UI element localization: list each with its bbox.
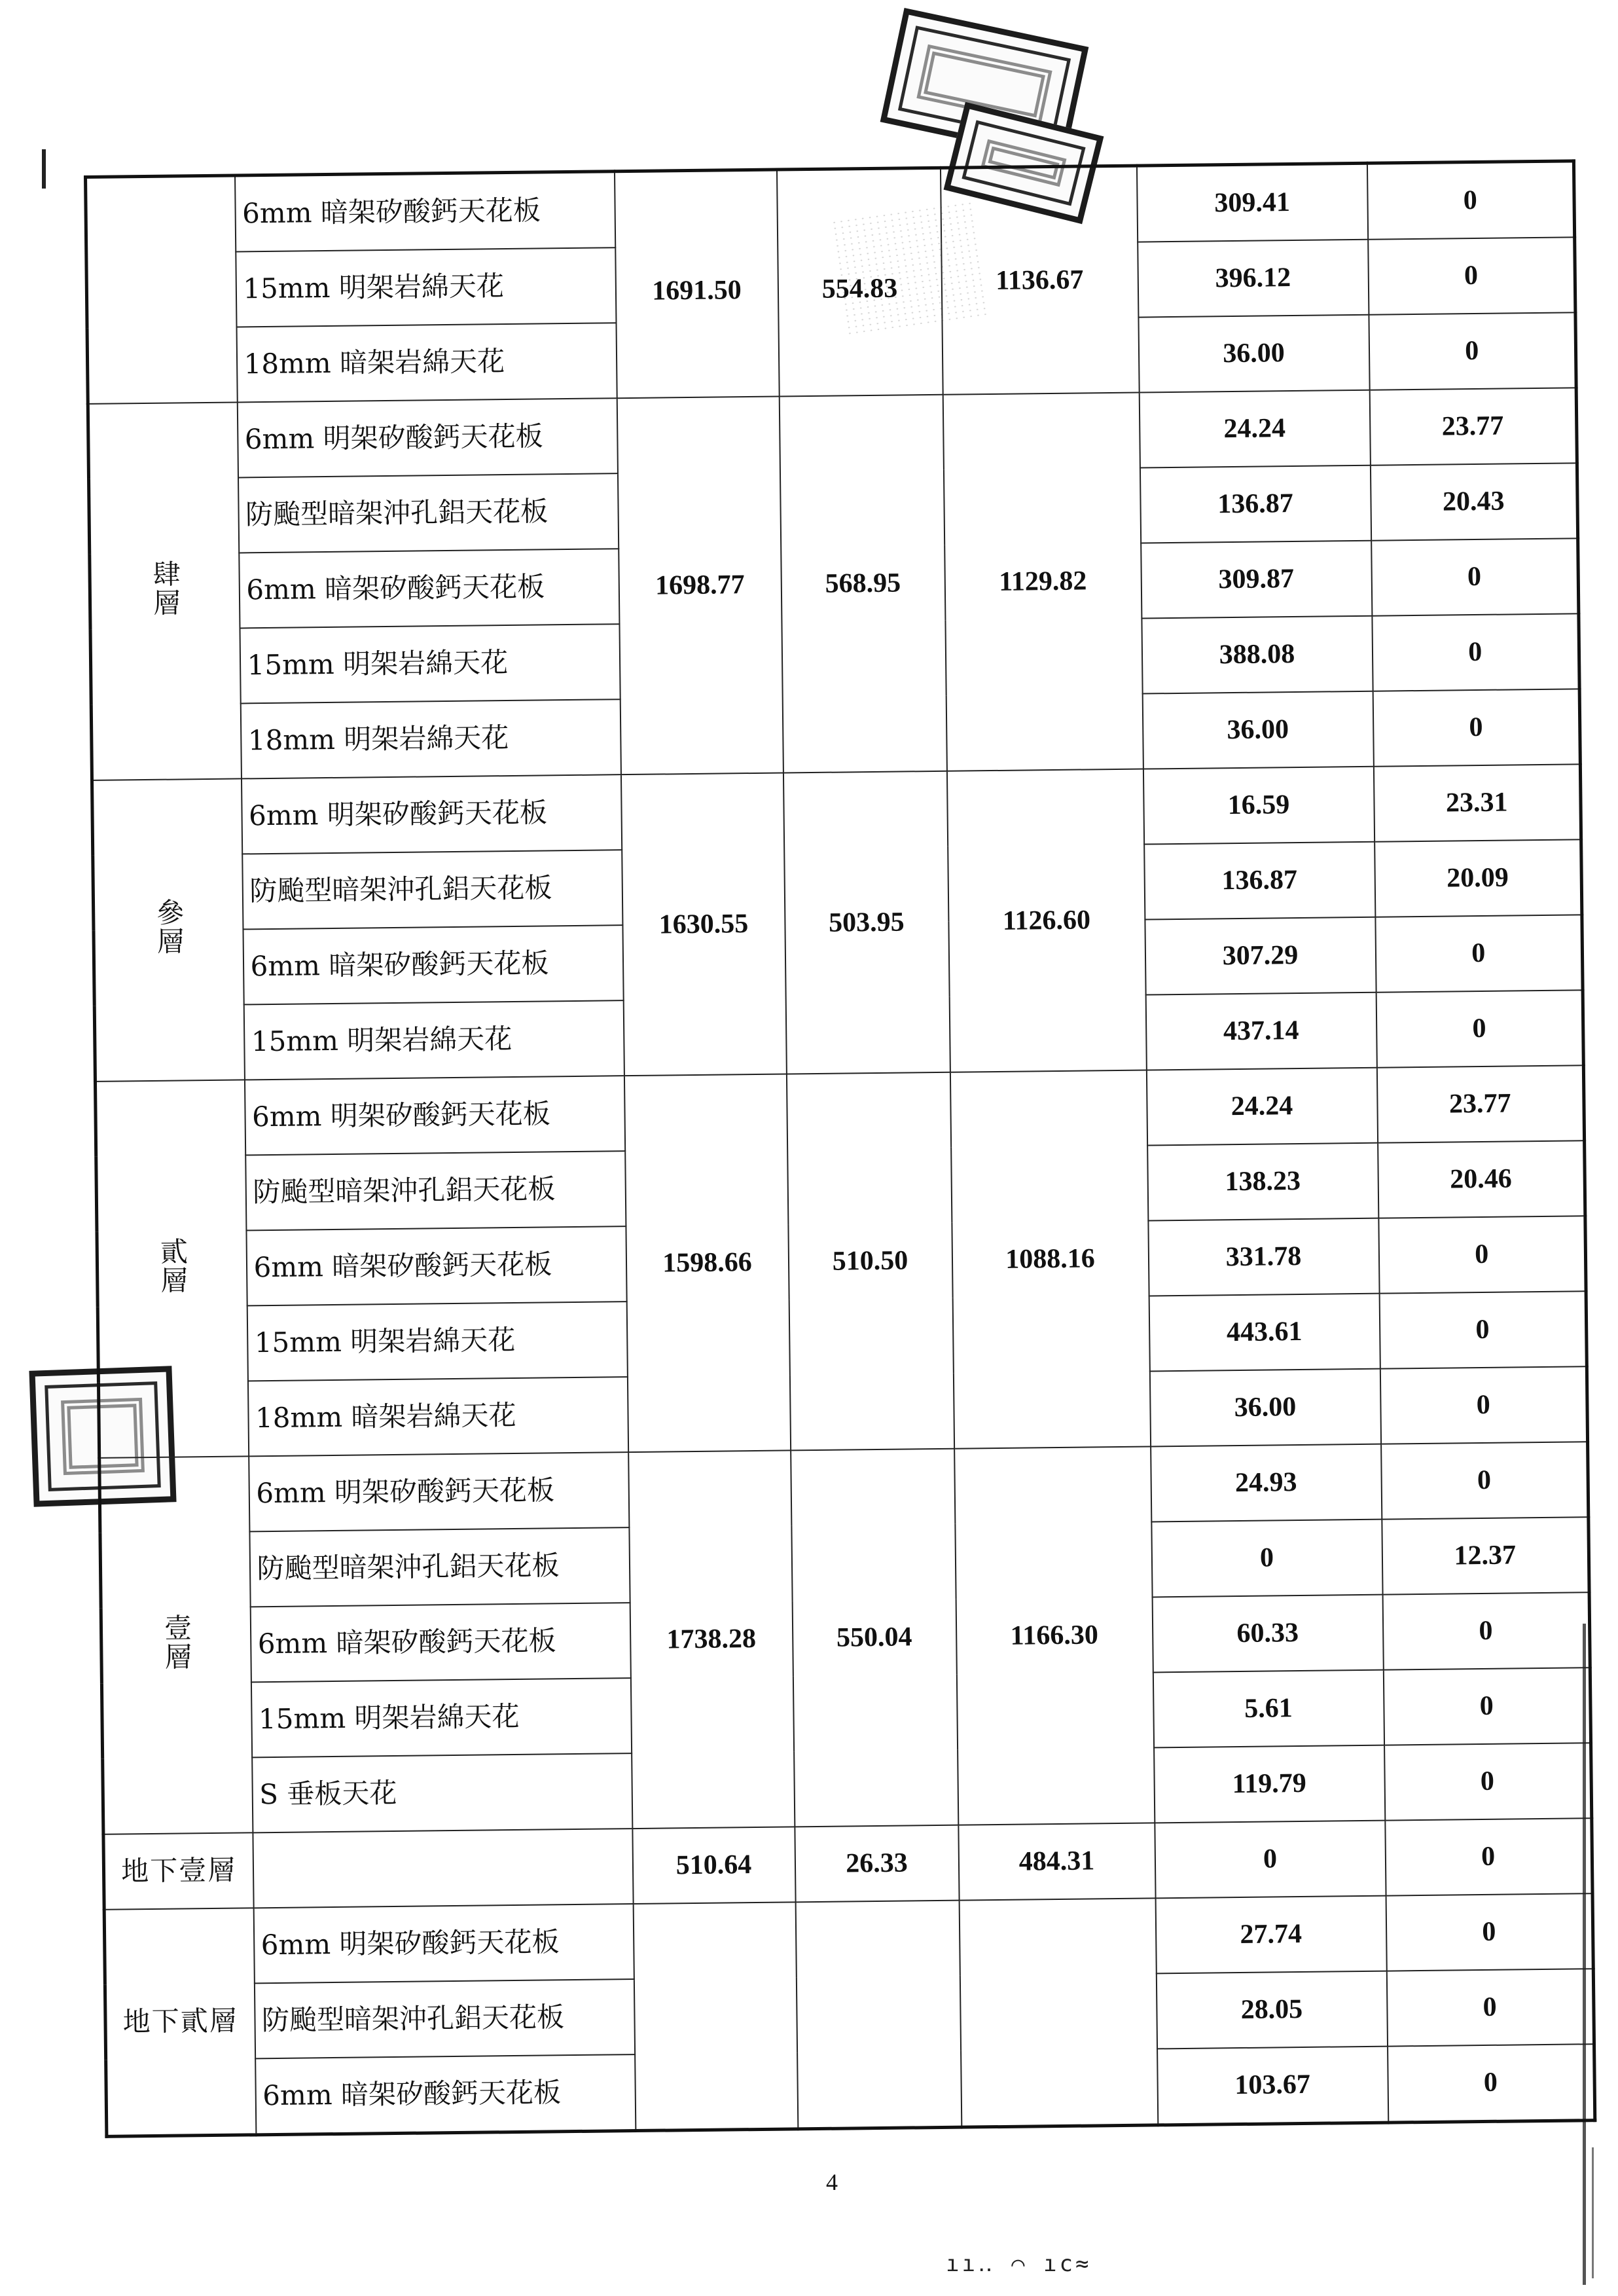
floor-cell: 壹層	[99, 1456, 253, 1834]
item-name: S 垂板天花	[252, 1753, 632, 1832]
item-name: 6mm 暗架矽酸鈣天花板	[255, 2054, 636, 2135]
extra-value: 0	[1384, 1743, 1592, 1820]
group-value-b: 550.04	[791, 1449, 958, 1827]
extra-value: 0	[1382, 1592, 1590, 1669]
extra-value: 23.77	[1369, 388, 1577, 465]
extra-value: 20.09	[1375, 839, 1582, 917]
extra-value: 20.46	[1378, 1140, 1585, 1218]
extra-value: 12.37	[1382, 1517, 1589, 1594]
item-name: 6mm 明架矽酸鈣天花板	[249, 1452, 629, 1531]
extra-value: 0	[1371, 538, 1579, 615]
item-name: 6mm 暗架矽酸鈣天花板	[246, 1226, 626, 1305]
extra-value: 0	[1388, 2044, 1595, 2123]
group-value-c: 484.31	[958, 1823, 1155, 1900]
extra-value: 0	[1367, 161, 1574, 240]
area-value: 388.08	[1142, 616, 1373, 694]
item-name: 6mm 明架矽酸鈣天花板	[237, 398, 617, 477]
group-value-c: 1126.60	[946, 769, 1146, 1072]
item-name: 18mm 明架岩綿天花	[240, 699, 620, 778]
item-name: 防颱型暗架沖孔鋁天花板	[249, 1527, 630, 1607]
item-name: 6mm 明架矽酸鈣天花板	[253, 1904, 634, 1983]
floor-cell: 貳層	[95, 1080, 248, 1457]
group-value-a: 1691.50	[614, 170, 779, 398]
group-value-a: 510.64	[632, 1827, 795, 1904]
area-value: 24.93	[1151, 1444, 1382, 1522]
area-value: 396.12	[1138, 240, 1369, 318]
item-name: 6mm 暗架矽酸鈣天花板	[250, 1603, 630, 1682]
floor-cell	[86, 175, 238, 404]
area-value: 309.87	[1141, 541, 1372, 619]
extra-value: 0	[1373, 689, 1580, 766]
group-value-c	[959, 1898, 1158, 2127]
floor-cell: 地下壹層	[103, 1832, 253, 1909]
item-name: 防颱型暗架沖孔鋁天花板	[245, 1151, 626, 1230]
area-value: 28.05	[1156, 1971, 1387, 2049]
area-value: 0	[1151, 1520, 1382, 1597]
area-value: 36.00	[1149, 1369, 1380, 1447]
group-value-a: 1630.55	[620, 773, 786, 1076]
footer-scan-code: ıı‥ ⌒ ıc≈	[946, 2251, 1092, 2277]
area-value: 24.24	[1139, 390, 1370, 468]
group-value-b: 554.83	[776, 168, 943, 396]
item-name: 6mm 明架矽酸鈣天花板	[241, 774, 621, 854]
page-number: 4	[826, 2169, 838, 2195]
extra-value: 0	[1369, 312, 1576, 390]
area-value: 36.00	[1138, 315, 1369, 393]
area-value: 5.61	[1153, 1670, 1384, 1748]
area-value: 24.24	[1146, 1068, 1377, 1146]
extra-value: 0	[1375, 915, 1583, 992]
item-name: 15mm 明架岩綿天花	[240, 624, 620, 703]
ceiling-area-table	[84, 159, 1596, 2138]
group-value-c: 1088.16	[950, 1070, 1150, 1449]
item-name	[253, 1829, 633, 1908]
group-value-a: 1698.77	[617, 397, 783, 775]
area-value: 138.23	[1147, 1143, 1378, 1221]
item-name: 防颱型暗架沖孔鋁天花板	[254, 1979, 634, 2058]
extra-value: 23.31	[1373, 764, 1581, 841]
group-value-a: 1738.28	[628, 1450, 795, 1829]
extra-value: 20.43	[1370, 463, 1577, 540]
item-name: 18mm 暗架岩綿天花	[236, 323, 617, 402]
extra-value: 0	[1372, 613, 1579, 691]
area-value: 16.59	[1143, 767, 1374, 845]
extra-value: 0	[1376, 990, 1583, 1067]
item-name: 15mm 明架岩綿天花	[251, 1678, 631, 1757]
group-value-c: 1136.67	[940, 166, 1139, 395]
area-value: 136.87	[1144, 842, 1375, 920]
group-value-b: 26.33	[795, 1825, 959, 1903]
extra-value: 0	[1383, 1667, 1591, 1745]
group-value-c: 1166.30	[954, 1446, 1155, 1825]
group-value-b: 503.95	[783, 771, 950, 1074]
group-value-b	[795, 1901, 962, 2129]
item-name: 6mm 暗架矽酸鈣天花板	[235, 172, 615, 252]
extra-value: 0	[1386, 1969, 1594, 2046]
group-value-a	[633, 1902, 798, 2130]
area-value: 36.00	[1142, 691, 1373, 769]
item-name: 15mm 明架岩綿天花	[247, 1302, 627, 1381]
group-value-a: 1598.66	[624, 1074, 790, 1452]
extra-value: 0	[1368, 237, 1575, 314]
item-name: 6mm 明架矽酸鈣天花板	[244, 1076, 624, 1155]
area-value: 331.78	[1148, 1218, 1379, 1296]
scan-artifact-right-lower	[1592, 2147, 1594, 2278]
extra-value: 23.77	[1376, 1065, 1584, 1142]
group-value-b: 510.50	[786, 1072, 954, 1451]
area-value: 437.14	[1145, 993, 1376, 1070]
item-name: 15mm 明架岩綿天花	[236, 247, 616, 327]
item-name: 6mm 暗架矽酸鈣天花板	[243, 925, 623, 1004]
item-name: 6mm 暗架矽酸鈣天花板	[239, 549, 619, 628]
extra-value: 0	[1385, 1818, 1592, 1895]
area-value: 103.67	[1157, 2047, 1388, 2125]
item-name: 15mm 明架岩綿天花	[243, 1000, 624, 1080]
extra-value: 0	[1380, 1366, 1587, 1444]
area-value: 443.61	[1149, 1294, 1380, 1372]
floor-cell: 地下貳層	[104, 1908, 256, 2136]
scan-artifact-left	[42, 149, 46, 189]
area-value: 309.41	[1136, 163, 1367, 242]
extra-value: 0	[1378, 1216, 1586, 1293]
item-name: 18mm 暗架岩綿天花	[247, 1377, 628, 1456]
item-name: 防颱型暗架沖孔鋁天花板	[238, 473, 619, 553]
floor-cell: 肆層	[88, 402, 241, 780]
group-value-c: 1129.82	[943, 393, 1143, 771]
area-value: 119.79	[1154, 1745, 1385, 1823]
extra-value: 0	[1381, 1442, 1589, 1519]
item-name: 防颱型暗架沖孔鋁天花板	[242, 850, 622, 929]
extra-value: 0	[1386, 1893, 1593, 1971]
area-value: 307.29	[1145, 917, 1376, 995]
group-value-b: 568.95	[779, 395, 946, 773]
area-value: 0	[1155, 1821, 1386, 1899]
area-value: 60.33	[1152, 1595, 1383, 1673]
area-value: 136.87	[1140, 465, 1371, 543]
extra-value: 0	[1379, 1291, 1587, 1368]
floor-cell: 參層	[92, 778, 244, 1081]
area-value: 27.74	[1155, 1896, 1386, 1974]
